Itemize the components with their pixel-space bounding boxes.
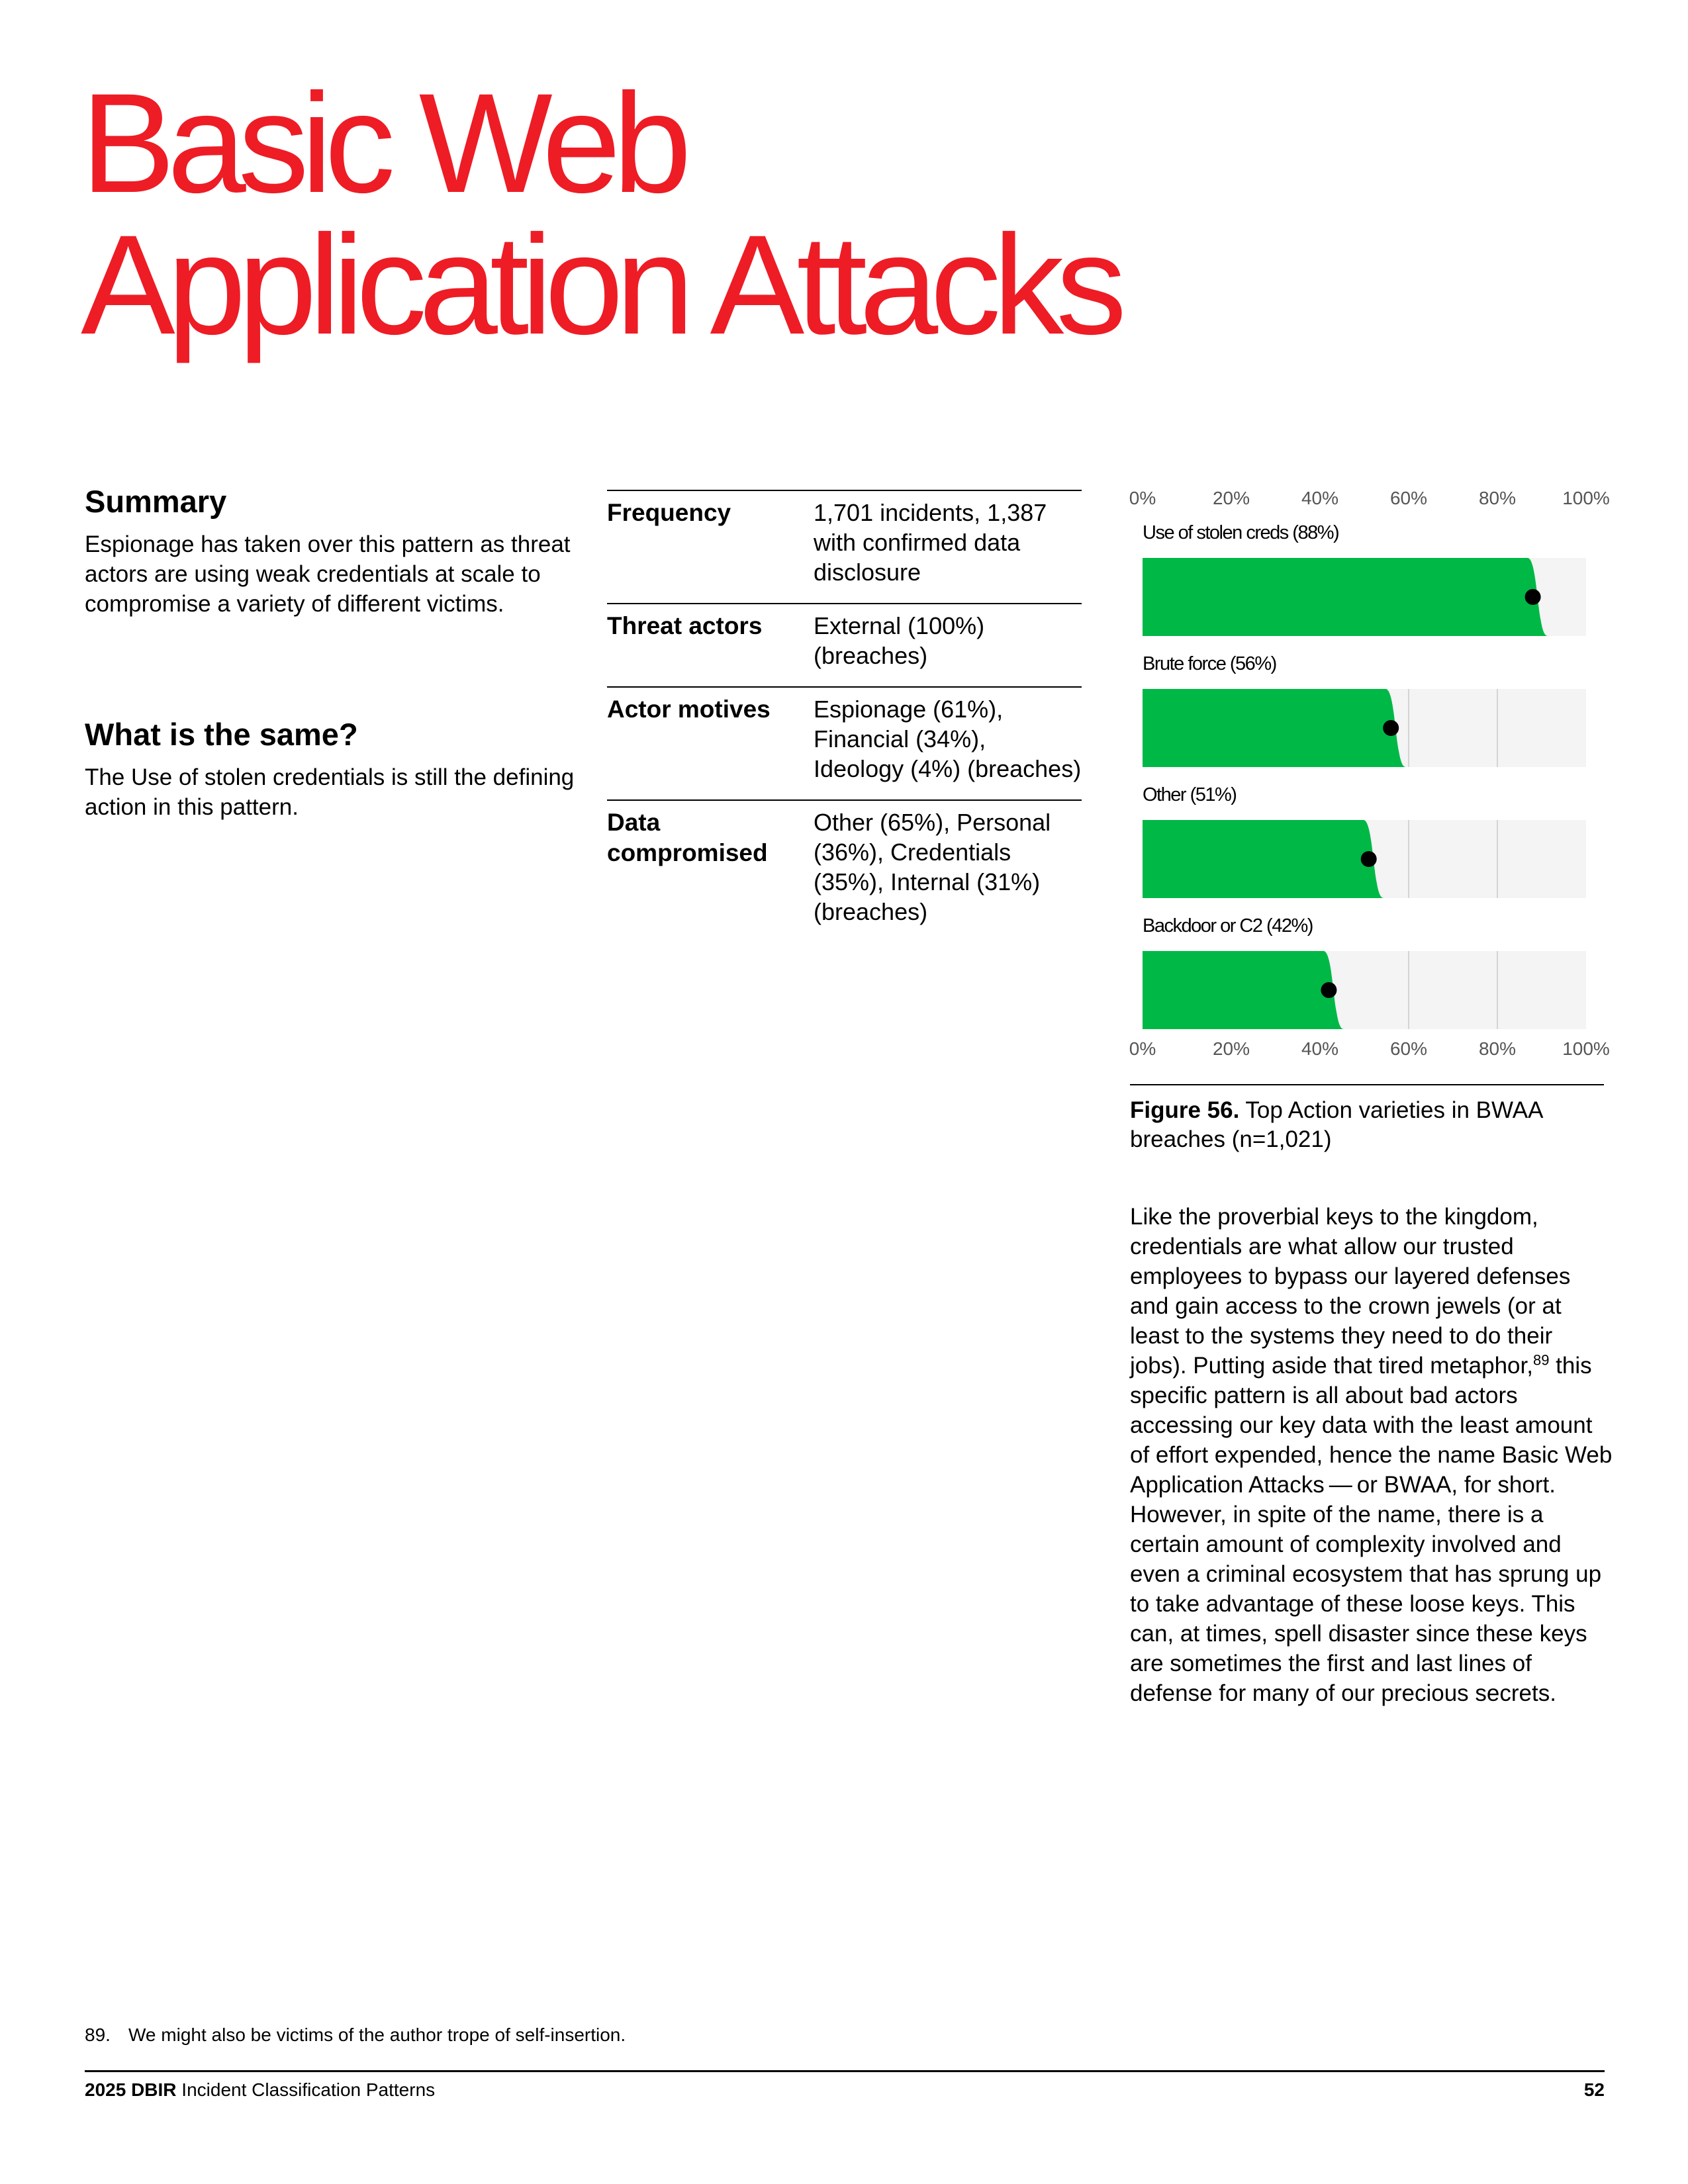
summary-section: [85, 483, 575, 619]
figure-label: Figure 56.: [1130, 1097, 1240, 1123]
footnote-text: We might also be victims of the author trope of self-insertion.: [128, 2025, 626, 2045]
x-tick-label-top: 80%: [1478, 488, 1517, 508]
body-text-part-2: this specific pattern is all about bad actors accessing our key data with the least amount of effort expended, hence the name Basic Web Application Attacks — or BWAA, for short. However, in spite of the name, there is a certain amount of complexity involved and even a criminal ecosystem that has sprung up to take advantage of these loose keys. This can, at times, spell disaster since these keys are sometimes the first and last lines of defense for many of our precious secrets.: [1130, 1353, 1613, 1706]
fact-value: Espionage (61%), Financial (34%), Ideology (4%) (breaches): [814, 696, 1082, 782]
x-tick-label-bottom: 40%: [1301, 1038, 1339, 1059]
x-tick-label-top: 100%: [1562, 488, 1610, 508]
fact-label: Actor motives: [607, 696, 771, 723]
body-paragraph: [1130, 1202, 1613, 1708]
fact-value: External (100%) (breaches): [814, 612, 985, 669]
x-tick-label-bottom: 60%: [1389, 1038, 1428, 1059]
figure-caption-text: Top Action varieties in BWAA breaches (n=1,021): [1130, 1097, 1542, 1152]
x-tick-label-top: 60%: [1389, 488, 1428, 508]
x-tick-label-bottom: 0%: [1129, 1038, 1156, 1059]
summary-heading: Summary: [85, 484, 227, 519]
page-number: 52: [1583, 2079, 1605, 2100]
x-tick-label-top: 0%: [1129, 488, 1156, 508]
fact-label: Threat actors: [607, 612, 763, 639]
summary-text: Espionage has taken over this pattern as threat actors are using weak credentials at scale to compromise a variety of different victims.: [85, 531, 571, 617]
pattern-facts-table: [607, 490, 1082, 942]
x-tick-label-bottom: 100%: [1562, 1038, 1610, 1059]
page-title-line-2: Application Attacks: [81, 206, 1119, 364]
page-title-line-1: Basic Web: [81, 64, 684, 222]
x-tick-label-top: 20%: [1212, 488, 1250, 508]
bar: [1143, 558, 1549, 636]
fact-value: Other (65%), Personal (36%), Credentials (35%), Internal (31%) (breaches): [814, 809, 1051, 925]
bar-point-estimate-marker: [1321, 982, 1336, 998]
footnote-number: 89.: [85, 2025, 111, 2045]
facts-row-threat-actors: [607, 603, 1082, 686]
bar-label: Other (51%): [1143, 784, 1237, 805]
bar-label: Brute force (56%): [1143, 653, 1276, 674]
footnote-reference[interactable]: 89: [1532, 1351, 1550, 1369]
chart-svg: [1099, 470, 1615, 1066]
facts-row-actor-motives: [607, 686, 1082, 799]
x-tick-label-bottom: 20%: [1212, 1038, 1250, 1059]
body-text-part-1: Like the proverbial keys to the kingdom, credentials are what allow our trusted employees to bypass our layered defenses and gain access to the crown jewels (or at least to the systems they need to do their jobs). Putting aside that tired metaphor,: [1130, 1204, 1571, 1379]
bar-label: Backdoor or C2 (42%): [1143, 915, 1313, 936]
x-tick-label-bottom: 80%: [1478, 1038, 1517, 1059]
bar: [1143, 820, 1385, 898]
facts-row-frequency: [607, 490, 1082, 603]
fact-label: Data compromised: [607, 809, 768, 866]
what-is-same-heading: What is the same?: [85, 717, 358, 752]
page-title: [81, 64, 1338, 364]
bar-point-estimate-marker: [1361, 851, 1377, 867]
footer-section-name: Incident Classification Patterns: [181, 2079, 436, 2100]
facts-row-data-compromised: [607, 799, 1082, 942]
what-is-same-text: The Use of stolen credentials is still the defining action in this pattern.: [85, 764, 575, 820]
bar-point-estimate-marker: [1383, 720, 1399, 736]
figure-caption: [1130, 1084, 1604, 1154]
action-varieties-chart: [1099, 470, 1615, 1066]
fact-value: 1,701 incidents, 1,387 with confirmed data disclosure: [814, 499, 1047, 586]
what-is-same-section: [85, 716, 575, 822]
bar-label: Use of stolen creds (88%): [1143, 522, 1339, 543]
footnote: [85, 2024, 626, 2046]
fact-label: Frequency: [607, 499, 731, 526]
footer-report-title: [85, 2079, 435, 2101]
x-tick-label-top: 40%: [1301, 488, 1339, 508]
bar: [1143, 951, 1344, 1029]
bar-point-estimate-marker: [1525, 589, 1541, 605]
page-footer: [85, 2070, 1605, 2101]
bar: [1143, 689, 1407, 767]
footer-report-name: 2025 DBIR: [85, 2079, 177, 2100]
